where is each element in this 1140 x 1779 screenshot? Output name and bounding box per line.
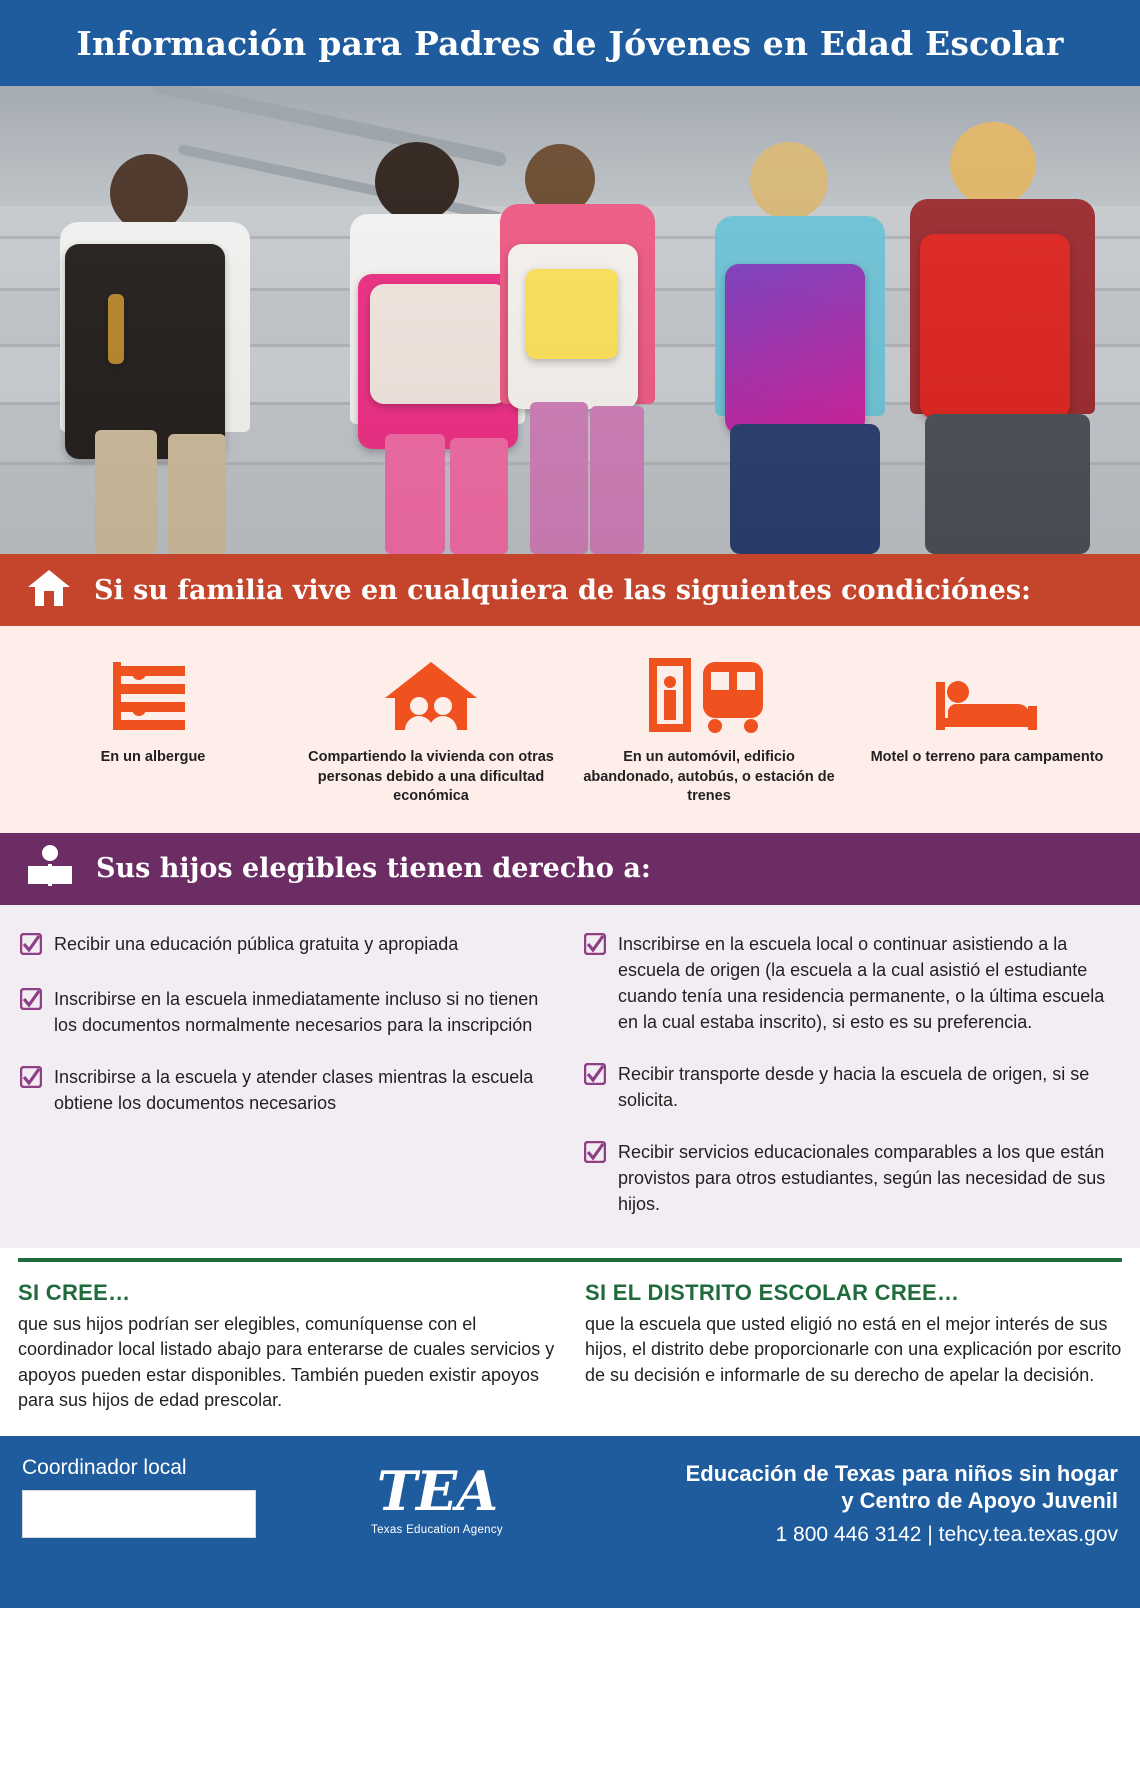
- note-text: que sus hijos podrían ser elegibles, comuníquense con el coordinador local listado abajo para enterarse de cuales servicios y apoyos pueden estar disponibles. También pueden existir apoyos para sus hijos de edad prescolar.: [18, 1313, 555, 1411]
- conditions-heading: Si su familia vive en cualquiera de las siguientes condiciónes:: [94, 574, 1032, 606]
- page-header: [0, 0, 1140, 86]
- right-item: [584, 1139, 1120, 1217]
- condition-label: En un automóvil, edificio abandonado, autobús, o estación de trenes: [583, 749, 835, 805]
- notes-section: [0, 1258, 1140, 1436]
- contact-block: [552, 1456, 1118, 1547]
- right-text: Recibir servicios educacionales comparables a los que están provistos para otros estudiantes, según las necesidad de sus hijos.: [618, 1142, 1106, 1215]
- org-name-line2: y Centro de Apoyo Juvenil: [841, 1488, 1118, 1514]
- condition-item: [570, 654, 848, 807]
- note-text: que la escuela que usted eligió no está en el mejor interés de sus hijos, el distrito debe proporcionarle con una explicación por escrito de su decisión e informarle de su derecho de apelar la decisión.: [585, 1313, 1122, 1385]
- tea-logo: [322, 1456, 552, 1536]
- right-item: [20, 986, 556, 1038]
- hero-photo: [0, 86, 1140, 554]
- condition-item: [14, 654, 292, 807]
- org-name-line1: Educación de Texas para niños sin hogar: [685, 1460, 1118, 1486]
- condition-label: En un albergue: [100, 749, 206, 765]
- bunk-bed-icon: [24, 654, 282, 734]
- checkbox-icon: [20, 1066, 42, 1116]
- contact-info[interactable]: 1 800 446 3142 | tehcy.tea.texas.gov: [775, 1522, 1118, 1546]
- right-text: Inscribirse a la escuela y atender clases mientras la escuela obtiene los documentos necesarios: [54, 1066, 534, 1113]
- coordinator-label: Coordinador local: [22, 1455, 187, 1479]
- condition-item: [292, 654, 570, 807]
- motel-bed-icon: [858, 654, 1116, 734]
- coordinator-input[interactable]: [22, 1490, 256, 1538]
- car-bus-train-icon: [580, 654, 838, 734]
- right-text: Inscribirse en la escuela inmediatamente incluso si no tienen los documentos normalmente necesarios para la inscripción: [54, 988, 539, 1035]
- condition-label: Compartiendo la vivienda con otras personas debido a una dificultad económica: [308, 749, 554, 805]
- child-figure: [20, 134, 290, 554]
- rights-list: [0, 905, 1140, 1248]
- child-figure: [880, 114, 1130, 554]
- rights-heading: Sus hijos elegibles tienen derecho a:: [96, 853, 651, 885]
- right-item: [20, 931, 556, 960]
- tea-logo-wordmark: TEA: [376, 1458, 498, 1523]
- right-text: Inscribirse en la escuela local o continuar asistiendo a la escuela de origen (la escuela a la cual asistió el estudiante cuando tenía una residencia permanente, o la última escuela en la cual estaba inscrito), si esto es su preferencia.: [618, 933, 1105, 1032]
- condition-label: Motel o terreno para campamento: [870, 749, 1104, 765]
- note-title: SI EL DISTRITO ESCOLAR CREE…: [585, 1279, 960, 1305]
- shared-house-icon: [302, 654, 560, 734]
- checkbox-icon: [584, 933, 606, 1035]
- conditions-header: [0, 554, 1140, 626]
- note-block: [18, 1280, 555, 1414]
- coordinator-block: [22, 1456, 322, 1538]
- home-icon: [26, 568, 72, 613]
- right-item: [20, 1064, 556, 1116]
- checkbox-icon: [584, 1063, 606, 1113]
- note-title: SI CREE…: [18, 1279, 131, 1305]
- child-figure: [470, 134, 700, 554]
- tea-logo-subtitle: Texas Education Agency: [371, 1523, 503, 1536]
- reading-person-icon: [26, 844, 74, 893]
- right-item: [584, 931, 1120, 1035]
- right-text: Recibir una educación pública gratuita y apropiada: [54, 933, 459, 954]
- checkbox-icon: [584, 1141, 606, 1217]
- note-block: [585, 1280, 1122, 1414]
- condition-item: [848, 654, 1126, 807]
- checkbox-icon: [20, 988, 42, 1038]
- rights-header: [0, 833, 1140, 905]
- page-title: Información para Padres de Jóvenes en Edad Escolar: [76, 23, 1064, 63]
- rights-column-left: [20, 931, 556, 1218]
- page-footer: [0, 1436, 1140, 1608]
- conditions-list: [0, 626, 1140, 833]
- right-item: [584, 1061, 1120, 1113]
- checkbox-icon: [20, 933, 42, 960]
- rights-column-right: [584, 931, 1120, 1218]
- divider: [18, 1258, 1122, 1262]
- right-text: Recibir transporte desde y hacia la escuela de origen, si se solicita.: [618, 1064, 1090, 1111]
